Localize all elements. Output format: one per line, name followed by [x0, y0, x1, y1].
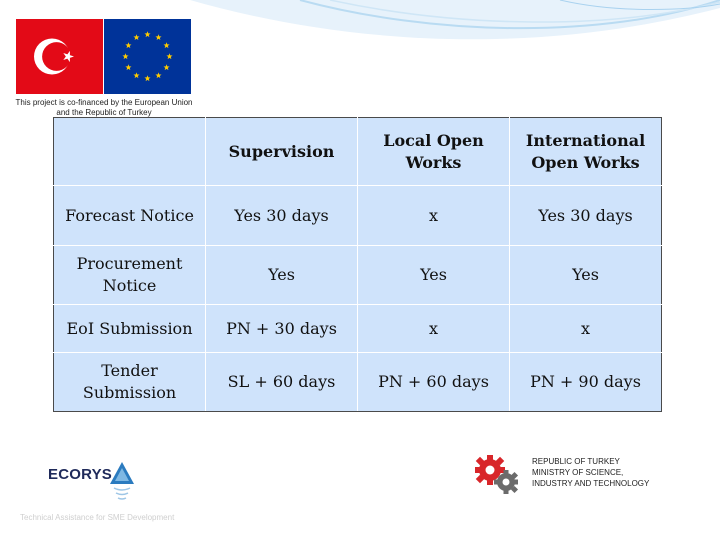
- faded-footer-text: Technical Assistance for SME Development: [20, 513, 175, 522]
- eu-star-icon: [144, 31, 150, 37]
- turkey-flag-icon: [16, 19, 103, 94]
- table-cell: PN + 60 days: [358, 353, 510, 412]
- ecorys-triangle-icon: [108, 460, 136, 504]
- table-cell: Yes: [206, 246, 358, 305]
- column-header-supervision: Supervision: [206, 118, 358, 186]
- row-label-forecast-notice: Forecast Notice: [54, 186, 206, 246]
- table-cell: Yes: [358, 246, 510, 305]
- table-cell: Yes 30 days: [510, 186, 662, 246]
- table-row: [54, 186, 662, 246]
- row-label-procurement-notice: Procurement Notice: [54, 246, 206, 305]
- ministry-text: [532, 456, 649, 489]
- table-cell: PN + 30 days: [206, 305, 358, 353]
- table-cell: SL + 60 days: [206, 353, 358, 412]
- eu-star-icon: [133, 72, 139, 78]
- eu-star-icon: [144, 75, 150, 81]
- table-corner-cell: [54, 118, 206, 186]
- eu-star-icon: [133, 34, 139, 40]
- eu-star-icon: [155, 34, 161, 40]
- ministry-line: MINISTRY OF SCIENCE,: [532, 468, 624, 477]
- table-cell: x: [358, 305, 510, 353]
- table-cell: x: [358, 186, 510, 246]
- ministry-line: REPUBLIC OF TURKEY: [532, 457, 620, 466]
- table-cell: Yes: [510, 246, 662, 305]
- eu-star-icon: [125, 42, 131, 48]
- column-header-local-open-works: Local Open Works: [358, 118, 510, 186]
- row-label-tender-submission: Tender Submission: [54, 353, 206, 412]
- column-header-international-open-works: International Open Works: [510, 118, 662, 186]
- ecorys-logo: ECORYS: [48, 466, 112, 483]
- eu-star-icon: [164, 42, 170, 48]
- table-cell: Yes 30 days: [206, 186, 358, 246]
- eu-star-icon: [125, 64, 131, 70]
- table-cell: x: [510, 305, 662, 353]
- gear-icon: [470, 452, 526, 498]
- table-row: [54, 246, 662, 305]
- eu-star-icon: [155, 72, 161, 78]
- procurement-table: [53, 117, 662, 412]
- eu-star-icon: [122, 53, 128, 59]
- row-label-eoi-submission: EoI Submission: [54, 305, 206, 353]
- table-cell: PN + 90 days: [510, 353, 662, 412]
- table-header-row: [54, 118, 662, 186]
- ministry-line: INDUSTRY AND TECHNOLOGY: [532, 479, 650, 488]
- eu-star-icon: [166, 53, 172, 59]
- table-row: [54, 305, 662, 353]
- eu-flag-icon: [104, 19, 191, 94]
- eu-star-icon: [164, 64, 170, 70]
- table-row: [54, 353, 662, 412]
- cofinance-text: This project is co-financed by the European Union and the Republic of Turkey: [15, 98, 193, 117]
